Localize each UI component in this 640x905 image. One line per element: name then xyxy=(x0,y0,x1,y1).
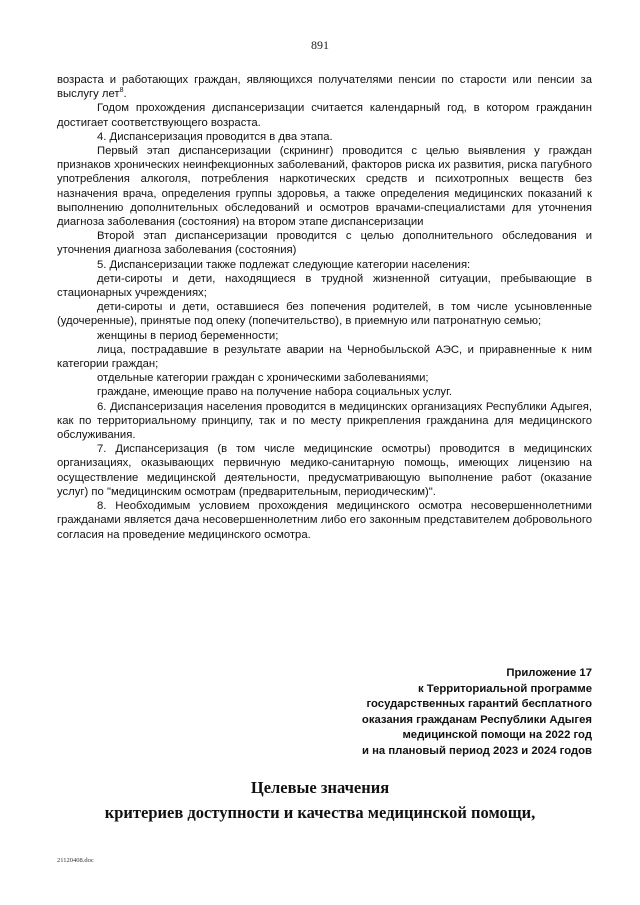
appendix-line: оказания гражданам Республики Адыгея xyxy=(361,713,592,726)
list-item: отдельные категории граждан с хроническими заболеваниями; xyxy=(97,372,429,385)
paragraph: Второй этап диспансеризации проводится с целью дополнительного обследования и уточнения диагноза заболевания (состояния) xyxy=(57,230,592,257)
paragraph: 4. Диспансеризация проводится в два этапа. xyxy=(97,130,333,143)
paragraph-text: возраста и работающих граждан, являющихся получателями пенсии по старости или пенсии за выслугу лет xyxy=(57,74,592,101)
footer-filename: 21120408.doc xyxy=(57,857,94,864)
appendix-line: государственных гарантий бесплатного xyxy=(366,698,592,711)
appendix-line: и на плановый период 2023 и 2024 годов xyxy=(362,744,592,757)
paragraph: 7. Диспансеризация (в том числе медицинские осмотры) проводится в медицинских организациях, оказывающих первичную медико-санитарную помощь, имеющих лицензию на осуществление медицинской деятельности, предусматривающую выполнение работ (оказание услуг) по "медицинским осмотрам (предварительным, периодическим)". xyxy=(57,443,592,498)
paragraph: 8. Необходимым условием прохождения медицинского осмотра несовершеннолетними гражданами является дача несовершеннолетним либо его законным представителем добровольного согласия на проведение медицинского осмотра. xyxy=(57,500,592,541)
list-item: дети-сироты и дети, находящиеся в трудной жизненной ситуации, пребывающие в стационарных учреждениях; xyxy=(57,272,592,300)
paragraph: 6. Диспансеризация населения проводится в медицинских организациях Республики Адыгея, как по территориальному принципу, так и по месту прикрепления гражданина для медицинского обслуживания. xyxy=(57,400,592,442)
list-item: дети-сироты и дети, оставшиеся без попечения родителей, в том числе усыновленные (удочеренные), принятые под опеку (попечительство), в приемную или патронатную семью; xyxy=(57,301,592,328)
list-item: лица, пострадавшие в результате аварии на Чернобыльской АЭС, и приравненные к ним категории граждан; xyxy=(57,343,592,371)
appendix-line: к Территориальной программе xyxy=(417,682,592,695)
list-item: женщины в период беременности; xyxy=(97,329,279,342)
section-title-line: Целевые значения xyxy=(250,778,390,797)
paragraph xyxy=(57,73,592,101)
section-title xyxy=(0,775,640,825)
paragraph: Первый этап диспансеризации (скрининг) проводится с целью выявления у граждан признаков хронических неинфекционных заболеваний, факторов риска их развития, риска пагубного употребления алкоголя, потребления наркотических средств и психотропных веществ без назначения врача, определения группы здоровья, а также определения медицинских показаний к выполнению дополнительных обследований и осмотров врачами-специалистами для уточнения диагноза заболевания (состояния) на втором этапе диспансеризации xyxy=(57,145,592,229)
appendix-heading: Приложение 17 xyxy=(506,667,592,679)
paragraph: Годом прохождения диспансеризации считается календарный год, в котором гражданин достигает соответствующего возраста. xyxy=(57,102,592,129)
appendix-caption xyxy=(262,666,592,760)
document-body xyxy=(57,73,592,542)
paragraph-tail: . xyxy=(123,88,127,101)
page-number: 891 xyxy=(311,38,329,52)
appendix-line: медицинской помощи на 2022 год xyxy=(402,729,592,742)
section-title-line: критериев доступности и качества медицинской помощи, xyxy=(104,803,536,822)
paragraph: 5. Диспансеризации также подлежат следующие категории населения: xyxy=(97,258,471,271)
footnote-marker[interactable]: 8 xyxy=(119,87,124,95)
list-item: граждане, имеющие право на получение набора социальных услуг. xyxy=(97,386,452,399)
